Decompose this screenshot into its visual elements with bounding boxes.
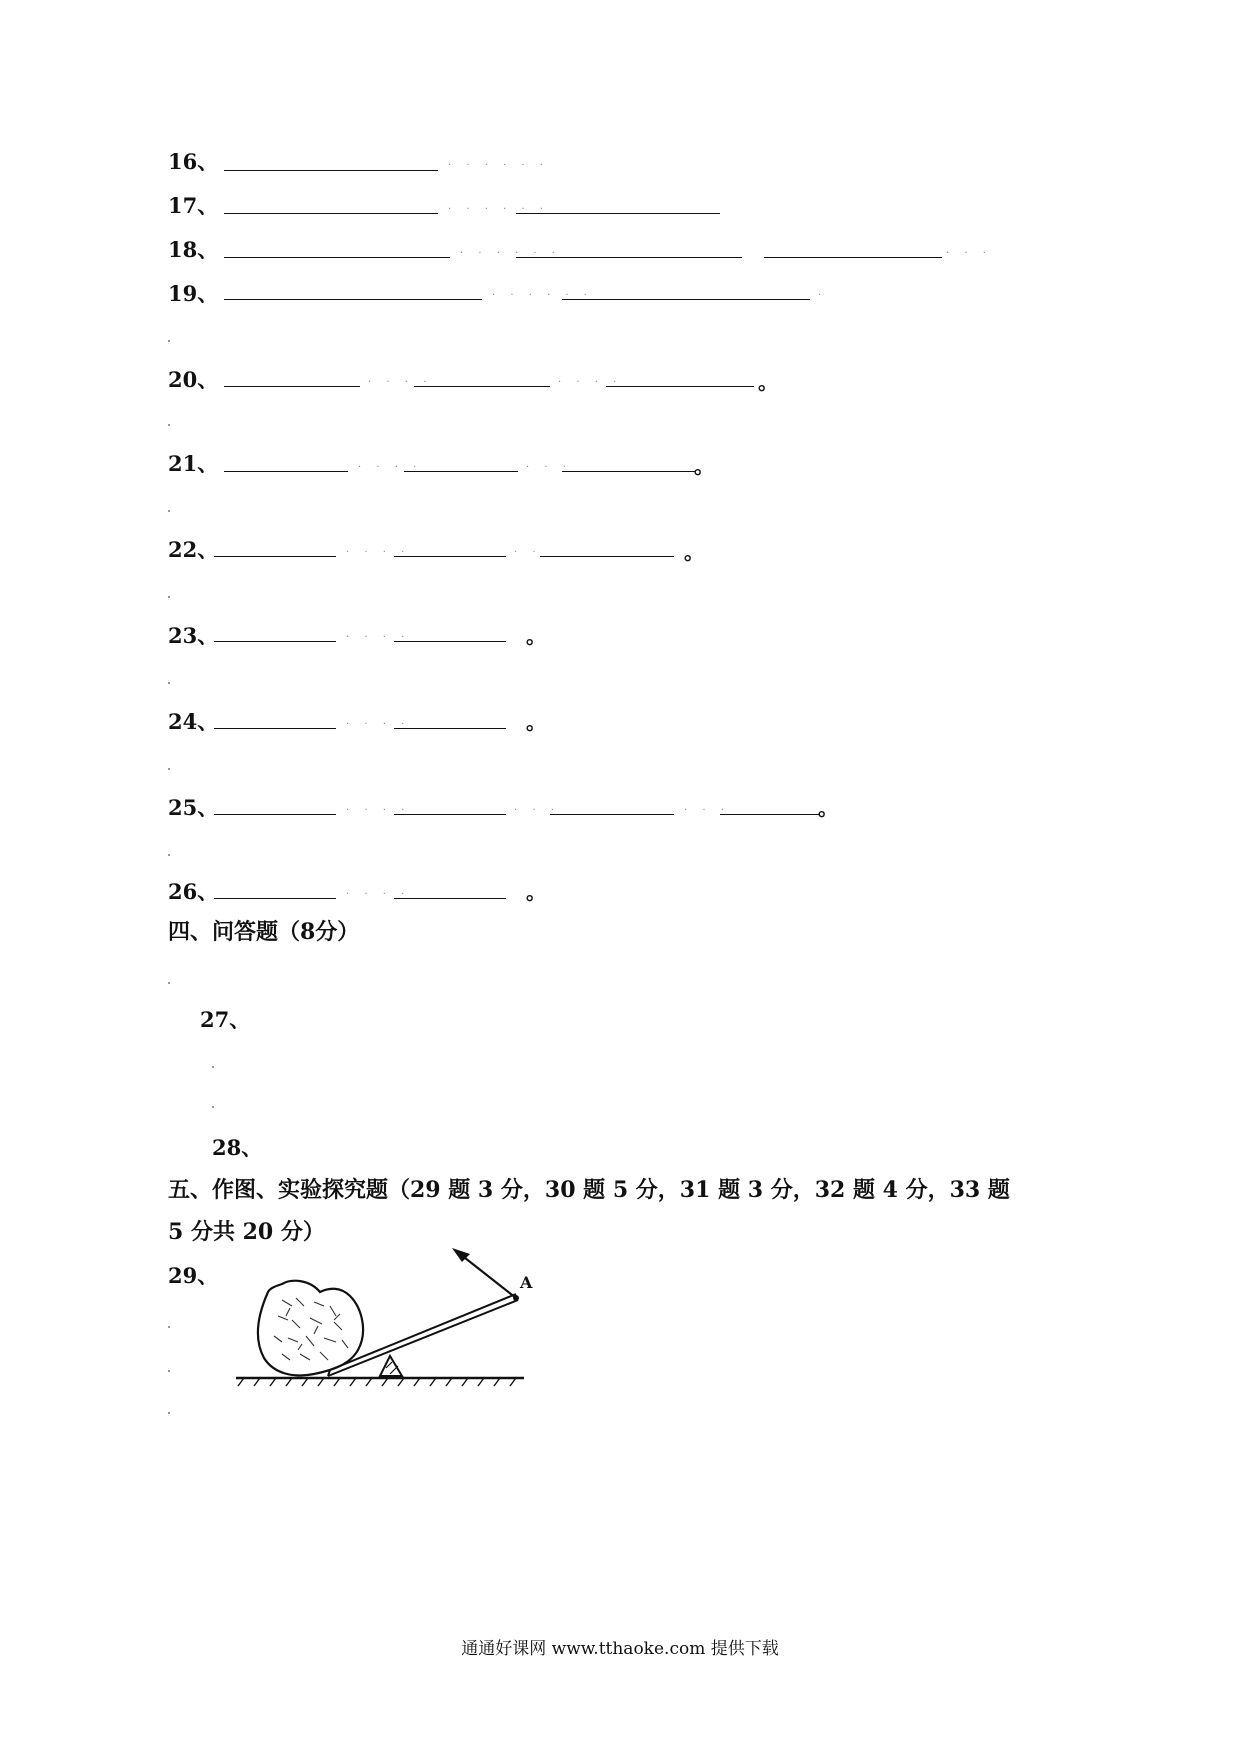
answer-blank[interactable] xyxy=(764,257,942,258)
question-27-number: 27、 xyxy=(200,1007,251,1032)
dotted-leader: · · · xyxy=(526,462,572,473)
scan-speck xyxy=(168,596,170,598)
answer-blank[interactable] xyxy=(214,898,336,899)
answer-blank[interactable] xyxy=(562,299,810,300)
dotted-leader: · · · · xyxy=(558,377,623,388)
point-a-label: A xyxy=(520,1273,533,1292)
section-4-title: 四、问答题（8分） xyxy=(168,919,360,945)
question-19-number: 19、 xyxy=(168,281,219,306)
answer-blank[interactable] xyxy=(214,728,336,729)
answer-blank[interactable] xyxy=(394,641,506,642)
dotted-leader: · · · · xyxy=(346,805,411,816)
scan-speck xyxy=(168,1326,170,1328)
sentence-period: 。 xyxy=(526,710,546,734)
answer-blank[interactable] xyxy=(394,728,506,729)
scan-speck xyxy=(168,1412,170,1414)
scan-speck xyxy=(168,982,170,984)
question-29-number: 29、 xyxy=(168,1263,219,1288)
answer-blank[interactable] xyxy=(606,386,754,387)
scan-speck xyxy=(168,424,170,426)
dotted-leader: · · · · xyxy=(346,889,411,900)
dotted-leader: · · · · xyxy=(346,547,411,558)
answer-blank[interactable] xyxy=(550,814,674,815)
sentence-period: 。 xyxy=(818,796,838,820)
answer-blank[interactable] xyxy=(394,898,506,899)
answer-blank[interactable] xyxy=(214,556,336,557)
dotted-leader: · · · · · · xyxy=(492,290,593,301)
scan-speck xyxy=(168,854,170,856)
answer-blank[interactable] xyxy=(214,641,336,642)
question-28-number: 28、 xyxy=(212,1135,263,1160)
sentence-period: 。 xyxy=(758,370,778,394)
answer-blank[interactable] xyxy=(414,386,550,387)
sentence-period: 。 xyxy=(694,454,714,478)
answer-blank[interactable] xyxy=(224,299,482,300)
answer-blank[interactable] xyxy=(562,471,696,472)
question-23-number: 23、 xyxy=(168,623,219,648)
dotted-leader: · xyxy=(818,290,828,301)
section-5-title-line2: 5 分共 20 分） xyxy=(168,1219,325,1245)
answer-blank[interactable] xyxy=(224,386,360,387)
dotted-leader: · · · · · · xyxy=(448,160,549,171)
sentence-period: 。 xyxy=(526,880,546,904)
force-arrow xyxy=(460,1254,516,1298)
section-5-title-line1: 五、作图、实验探究题（29 题 3 分，30 题 5 分，31 题 3 分，32 题 4 分，33 题 xyxy=(168,1177,1010,1203)
dotted-leader: · · · · xyxy=(368,377,433,388)
question-21-number: 21、 xyxy=(168,451,219,476)
question-20-number: 20、 xyxy=(168,367,219,392)
answer-blank[interactable] xyxy=(720,814,820,815)
dotted-leader: · · · · xyxy=(346,719,411,730)
answer-blank[interactable] xyxy=(394,556,506,557)
sentence-period: 。 xyxy=(684,540,704,564)
scan-speck xyxy=(212,1106,214,1108)
answer-blank[interactable] xyxy=(214,814,336,815)
sentence-period: 。 xyxy=(526,624,546,648)
answer-blank[interactable] xyxy=(404,471,518,472)
scan-speck xyxy=(168,510,170,512)
answer-blank[interactable] xyxy=(394,814,506,815)
question-24-number: 24、 xyxy=(168,709,219,734)
dotted-leader: · · · · · · xyxy=(460,248,561,259)
dotted-leader: · · · xyxy=(684,805,730,816)
page-footer: 通通好课网 www.tthaoke.com 提供下载 xyxy=(461,1639,779,1659)
answer-blank[interactable] xyxy=(224,213,438,214)
rock-shape xyxy=(258,1281,363,1376)
dotted-leader: · · · · xyxy=(358,462,423,473)
question-17-number: 17、 xyxy=(168,193,219,218)
answer-blank[interactable] xyxy=(224,257,450,258)
scan-speck xyxy=(168,1370,170,1372)
scan-speck xyxy=(212,1066,214,1068)
answer-blank[interactable] xyxy=(516,213,720,214)
answer-blank[interactable] xyxy=(516,257,742,258)
question-26-number: 26、 xyxy=(168,879,219,904)
lever-rock-figure[interactable] xyxy=(230,1240,540,1390)
dotted-leader: · · · xyxy=(946,248,992,259)
scan-speck xyxy=(168,768,170,770)
scan-speck xyxy=(168,340,170,342)
dotted-leader: · · · · · · xyxy=(448,204,549,215)
dotted-leader: · · · xyxy=(514,805,560,816)
question-25-number: 25、 xyxy=(168,795,219,820)
answer-blank[interactable] xyxy=(540,556,674,557)
scan-speck xyxy=(168,682,170,684)
question-16-number: 16、 xyxy=(168,149,219,174)
question-22-number: 22、 xyxy=(168,537,219,562)
question-18-number: 18、 xyxy=(168,237,219,262)
answer-blank[interactable] xyxy=(224,471,348,472)
answer-blank[interactable] xyxy=(224,170,438,171)
dotted-leader: · · · · xyxy=(346,632,411,643)
dotted-leader: · · xyxy=(514,547,542,558)
